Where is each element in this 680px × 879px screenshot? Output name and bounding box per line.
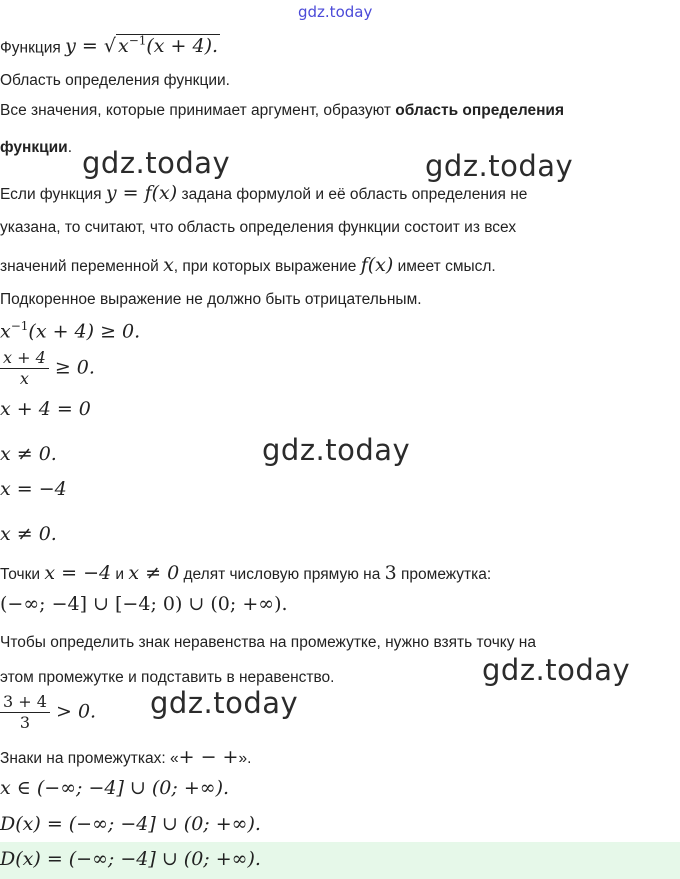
line-formula-rule-1: Если функция y = f(x) задана формулой и её область определения не [0, 182, 528, 204]
math-intervals: (−∞; −4] ∪ [−4; 0) ∪ (0; +∞). [0, 593, 288, 615]
line-points-split: Точки x = −4 и x ≠ 0 делят числовую прямую на 3 промежутка: [0, 562, 492, 584]
line-sign-method-2: этом промежутке и подставить в неравенство. [0, 669, 335, 686]
line-function-definition: Функция y = √ $x^{-1}(x + 4)$. [0, 34, 219, 58]
watermark-3: gdz.today [262, 433, 411, 467]
math-inequality-1: $x^{-1}(x + 4) \ge 0$. [0, 319, 141, 343]
math-condition-denominator: x ≠ 0. [0, 443, 57, 465]
fraction: $\frac{x + 4}{x}$ [0, 348, 49, 389]
math-condition-repeat: x ≠ 0. [0, 523, 57, 545]
line-domain-explanation-1: Все значения, которые принимает аргумент, образуют область определения [0, 102, 565, 119]
line-domain-heading: Область определения функции. [0, 72, 230, 89]
math-equation-numerator: x + 4 = 0 [0, 398, 91, 420]
line-domain-explanation-2: функции. [0, 139, 72, 156]
watermark-1: gdz.today [82, 146, 231, 180]
math-test-point: $\frac{3 + 4}{3}$ > 0. [0, 692, 96, 733]
line-interval-signs: Знаки на промежутках: «+ − +». [0, 746, 252, 768]
fraction: $\frac{3 + 4}{3}$ [0, 692, 50, 733]
line-formula-rule-2: указана, то считают, что область определения функции состоит из всех [0, 219, 517, 236]
watermark-top: gdz.today [298, 3, 373, 21]
line-radicand-condition: Подкоренное выражение не должно быть отрицательным. [0, 291, 422, 308]
watermark-5: gdz.today [150, 686, 299, 720]
math-domain-result: D(x) = (−∞; −4] ∪ (0; +∞). [0, 813, 261, 835]
line-sign-method-1: Чтобы определить знак неравенства на промежутке, нужно взять точку на [0, 634, 536, 651]
math-final-answer: D(x) = (−∞; −4] ∪ (0; +∞). [0, 848, 261, 870]
line-formula-rule-3: значений переменной x, при которых выражение f(x) имеет смысл. [0, 254, 496, 276]
watermark-2: gdz.today [425, 149, 574, 183]
watermark-4: gdz.today [482, 653, 631, 687]
math-solution-set: x ∈ (−∞; −4] ∪ (0; +∞). [0, 777, 230, 799]
math-fraction-inequality: $\frac{x + 4}{x}$ ≥ 0. [0, 348, 95, 389]
math-root: x = −4 [0, 478, 67, 500]
sqrt-sign: √ [103, 35, 116, 58]
